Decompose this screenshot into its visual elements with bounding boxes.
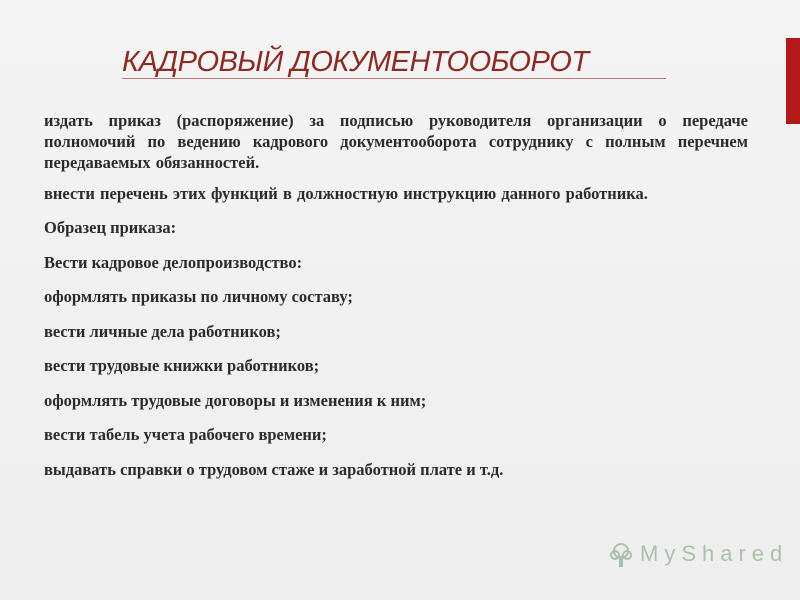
list-item: вести табель учета рабочего времени;	[44, 425, 327, 444]
paragraph-job-description: внести перечень этих функций в должностную инструкцию данного работника.	[44, 184, 648, 203]
slide-title: КАДРОВЫЙ ДОКУМЕНТООБОРОТ	[122, 46, 589, 78]
title-underline	[122, 78, 666, 79]
paragraph-order-sample-heading: Образец приказа:	[44, 218, 177, 237]
list-item: оформлять трудовые договоры и изменения к ним;	[44, 390, 427, 410]
accent-bar	[786, 38, 800, 124]
watermark	[608, 538, 789, 572]
tree-logo-icon	[608, 542, 634, 568]
paragraph-order-issue: издать приказ (распоряжение) за подписью руководителя организации о передаче полномочий по ведению кадрового документооборота сотруднику с полным перечнем передаваемых обязанностей.	[44, 111, 748, 172]
list-item: вести трудовые книжки работников;	[44, 356, 320, 375]
slide-body	[44, 110, 748, 493]
watermark-text: MyShared	[640, 541, 789, 566]
list-item: оформлять приказы по личному составу;	[44, 287, 353, 306]
list-item: выдавать справки о трудовом стаже и заработной плате и т.д.	[44, 459, 504, 479]
list-item: Вести кадровое делопроизводство:	[44, 252, 303, 272]
list-item: вести личные дела работников;	[44, 321, 281, 341]
